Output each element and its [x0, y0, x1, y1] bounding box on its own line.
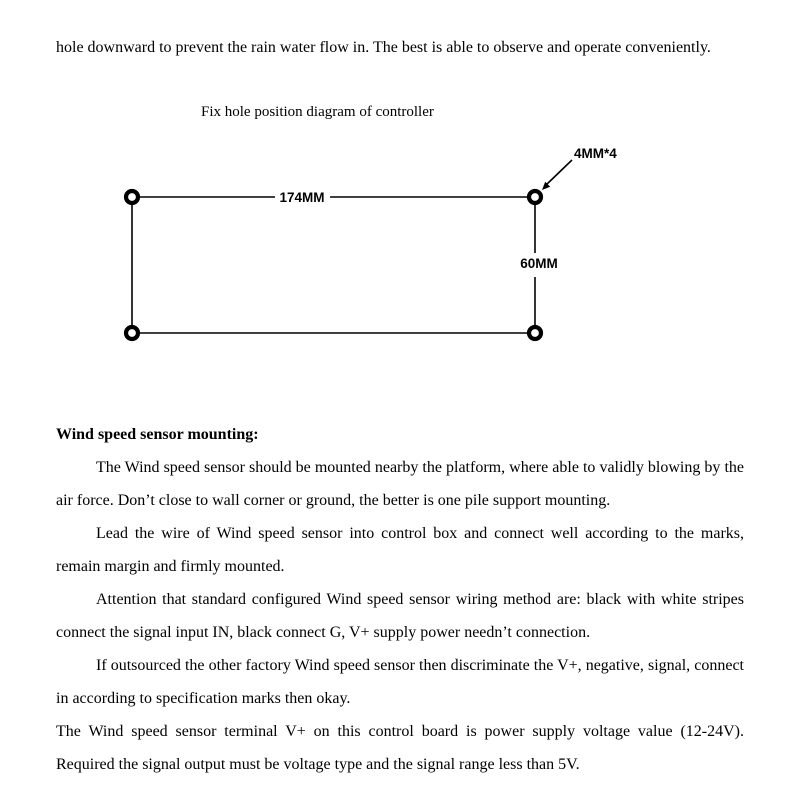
intro-paragraph: hole downward to prevent the rain water flow in. The best is able to observe and operate conveniently. — [56, 39, 711, 56]
fix-hole-bottom-left — [126, 327, 138, 339]
diagram-title: Fix hole position diagram of controller — [201, 104, 434, 120]
paragraph-mounting-location: The Wind speed sensor should be mounted nearby the platform, where able to validly blowing by the air force. Don’t close to wall corner or ground, the better is one pile support mounting. — [56, 459, 744, 509]
paragraph-wiring-lead: Lead the wire of Wind speed sensor into control box and connect well according to the marks, remain margin and firmly mounted. — [56, 525, 744, 575]
hole-size-label: 4MM*4 — [574, 146, 617, 161]
paragraph-voltage-spec: The Wind speed sensor terminal V+ on this control board is power supply voltage value (12-24V). Required the signal output must be voltage type and the signal range less than 5V. — [56, 723, 744, 773]
hole-size-leader-line — [546, 160, 572, 185]
wind-sensor-section — [56, 418, 744, 781]
fix-hole-diagram-svg — [56, 96, 746, 346]
width-dimension-label: 174MM — [279, 190, 325, 205]
fix-hole-top-right — [529, 191, 541, 203]
fix-hole-top-left — [126, 191, 138, 203]
section-heading: Wind speed sensor mounting: — [56, 426, 259, 443]
height-dimension-label: 60MM — [520, 256, 558, 271]
fix-hole-diagram — [56, 96, 746, 346]
paragraph-wiring-method: Attention that standard configured Wind speed sensor wiring method are: black with white stripes connect the signal input IN, black connect G, V+ supply power needn’t connection. — [56, 591, 744, 641]
paragraph-outsourced-sensor: If outsourced the other factory Wind speed sensor then discriminate the V+, negative, signal, connect in according to specification marks then okay. — [56, 657, 744, 707]
fix-hole-bottom-right — [529, 327, 541, 339]
